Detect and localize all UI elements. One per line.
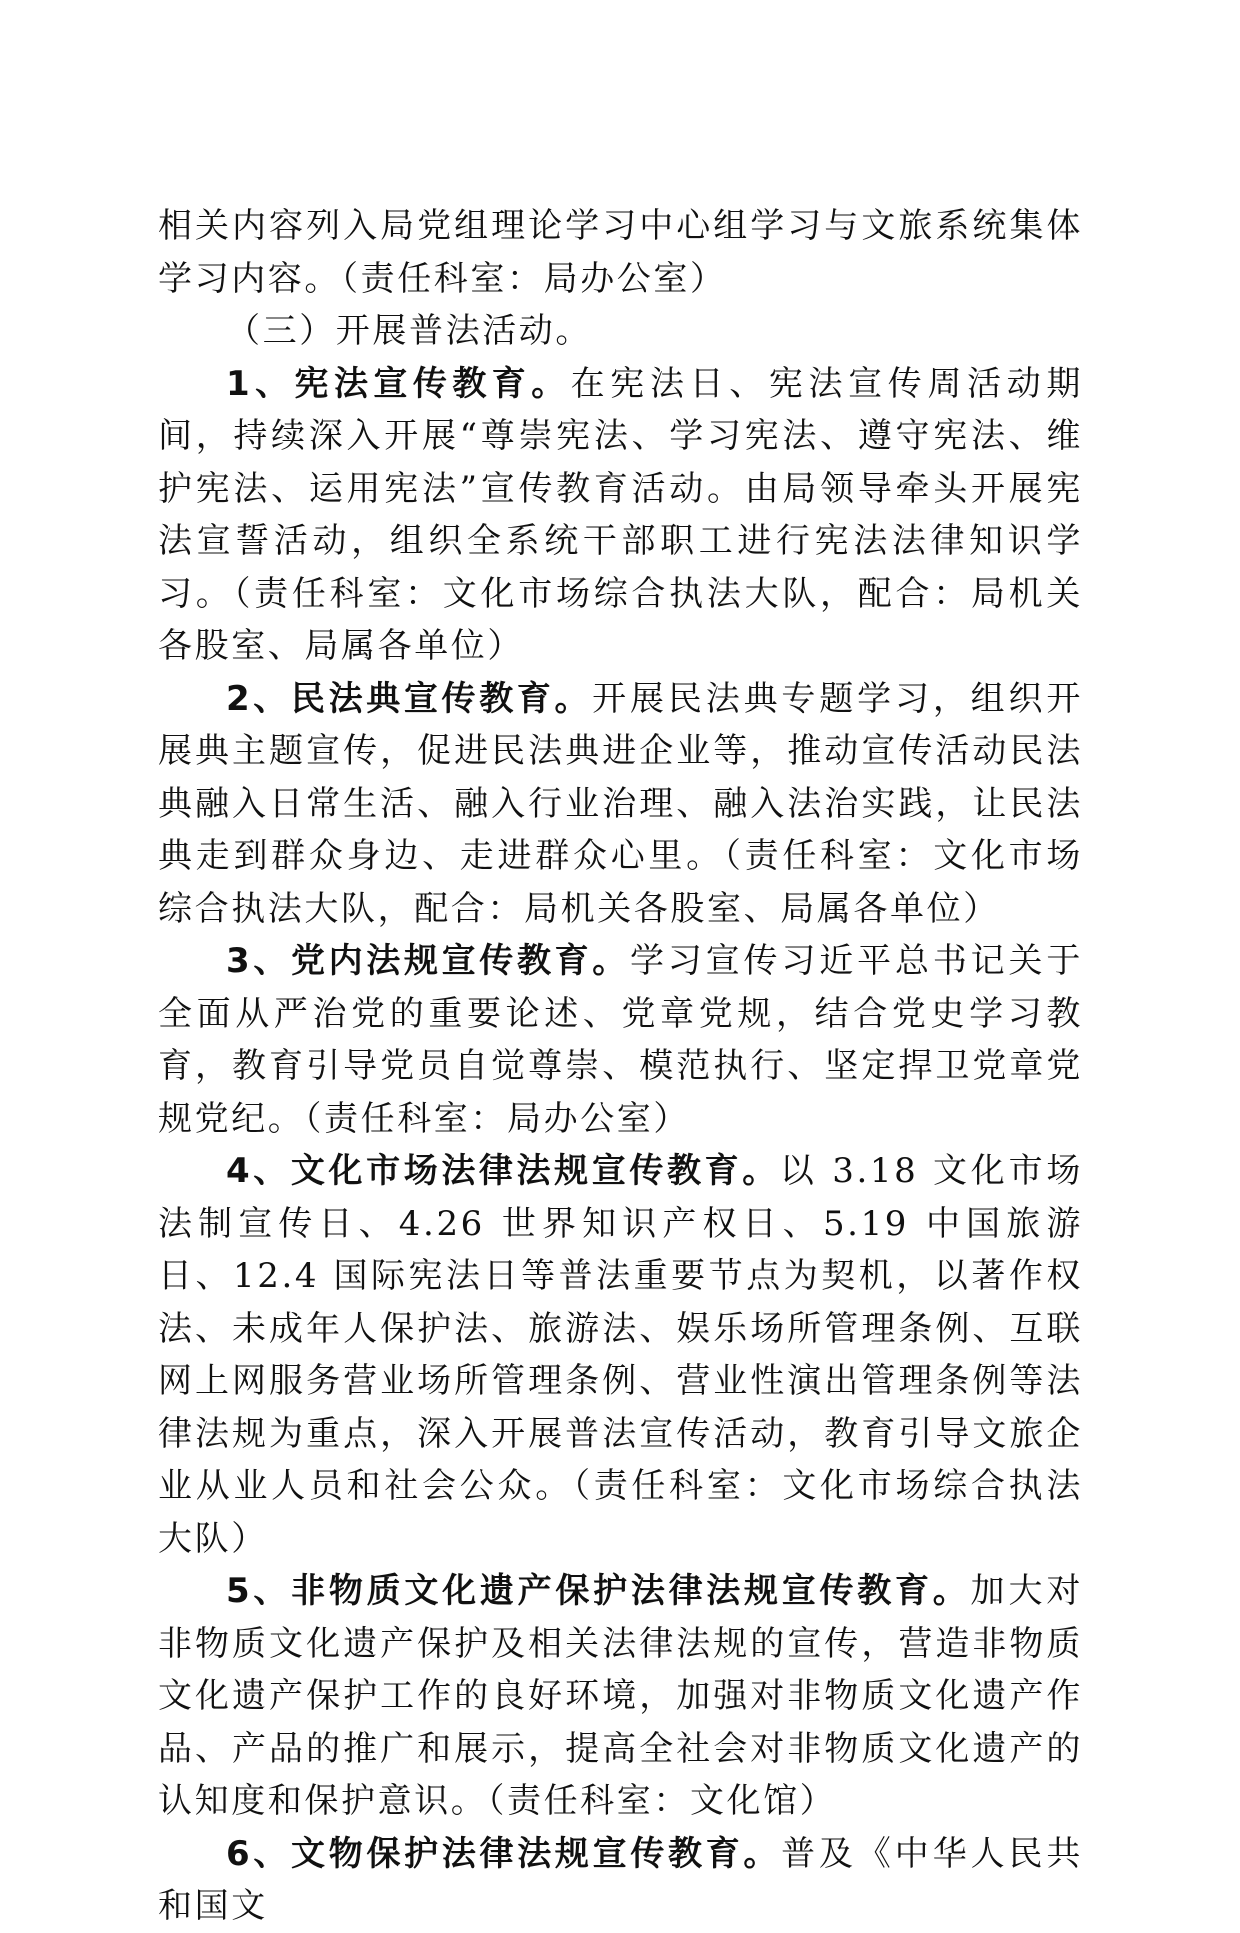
item-5-text: 加大对非物质文化遗产保护及相关法律法规的宣传，营造非物质文化遗产保护工作的良好环境，加强对非物质文化遗产作品、产品的推广和展示，提高全社会对非物质文化遗产的认知度和保护意识。（责任科室：文化馆）: [158, 1571, 1084, 1821]
item-1-lead: 1、宪法宣传教育。: [226, 363, 571, 404]
item-6-text: 普及《中华人民共和国文: [158, 1833, 1083, 1926]
intro-text: 相关内容列入局党组理论学习中心组学习与文旅系统集体学习内容。（责任科室：局办公室）: [158, 206, 1083, 299]
item-paragraph-6: [158, 1828, 1083, 1933]
item-1-text: 在宪法日、宪法宣传周活动期间，持续深入开展“尊崇宪法、学习宪法、遵守宪法、维护宪法、运用宪法”宣传教育活动。由局领导牵头开展宪法宣誓活动，组织全系统干部职工进行宪法法律知识学习。（责任科室：文化市场综合执法大队，配合：局机关各股室、局属各单位）: [158, 363, 1083, 666]
item-paragraph-4: [158, 1145, 1083, 1565]
item-4-lead: 4、文化市场法律法规宣传教育。: [226, 1151, 780, 1191]
item-3-lead: 3、党内法规宣传教育。: [226, 941, 630, 981]
item-2-text: 开展民法典专题学习，组织开展典主题宣传，促进民法典进企业等，推动宣传活动民法典融入日常生活、融入行业治理、融入法治实践，让民法典走到群众身边、走进群众心里。（责任科室：文化市场综合执法大队，配合：局机关各股室、局属各单位）: [158, 678, 1083, 929]
item-6-lead: 6、文物保护法律法规宣传教育。: [226, 1833, 782, 1874]
document-body: [158, 200, 1083, 1933]
section-heading-text: （三）开展普法活动。: [226, 311, 592, 351]
section-heading: [158, 305, 1083, 358]
item-2-lead: 2、民法典宣传教育。: [226, 678, 593, 719]
item-paragraph-5: [158, 1565, 1083, 1828]
item-paragraph-2: [158, 673, 1083, 936]
item-paragraph-1: [158, 358, 1083, 673]
intro-paragraph: [158, 200, 1083, 305]
item-paragraph-3: [158, 935, 1083, 1145]
item-3-text: 学习宣传习近平总书记关于全面从严治党的重要论述、党章党规，结合党史学习教育，教育引导党员自觉尊崇、模范执行、坚定捍卫党章党规党纪。（责任科室：局办公室）: [158, 941, 1084, 1139]
item-5-lead: 5、非物质文化遗产保护法律法规宣传教育。: [226, 1571, 971, 1611]
item-4-text: 以 3.18 文化市场法制宣传日、4.26 世界知识产权日、5.19 中国旅游日、12.4 国际宪法日等普法重要节点为契机，以著作权法、未成年人保护法、旅游法、娱乐场所管理条例、互联网上网服务营业场所管理条例、营业性演出管理条例等法律法规为重点，深入开展普法宣传活动，教育引导文旅企业从业人员和社会公众。（责任科室：文化市场综合执法大队）: [158, 1151, 1084, 1559]
